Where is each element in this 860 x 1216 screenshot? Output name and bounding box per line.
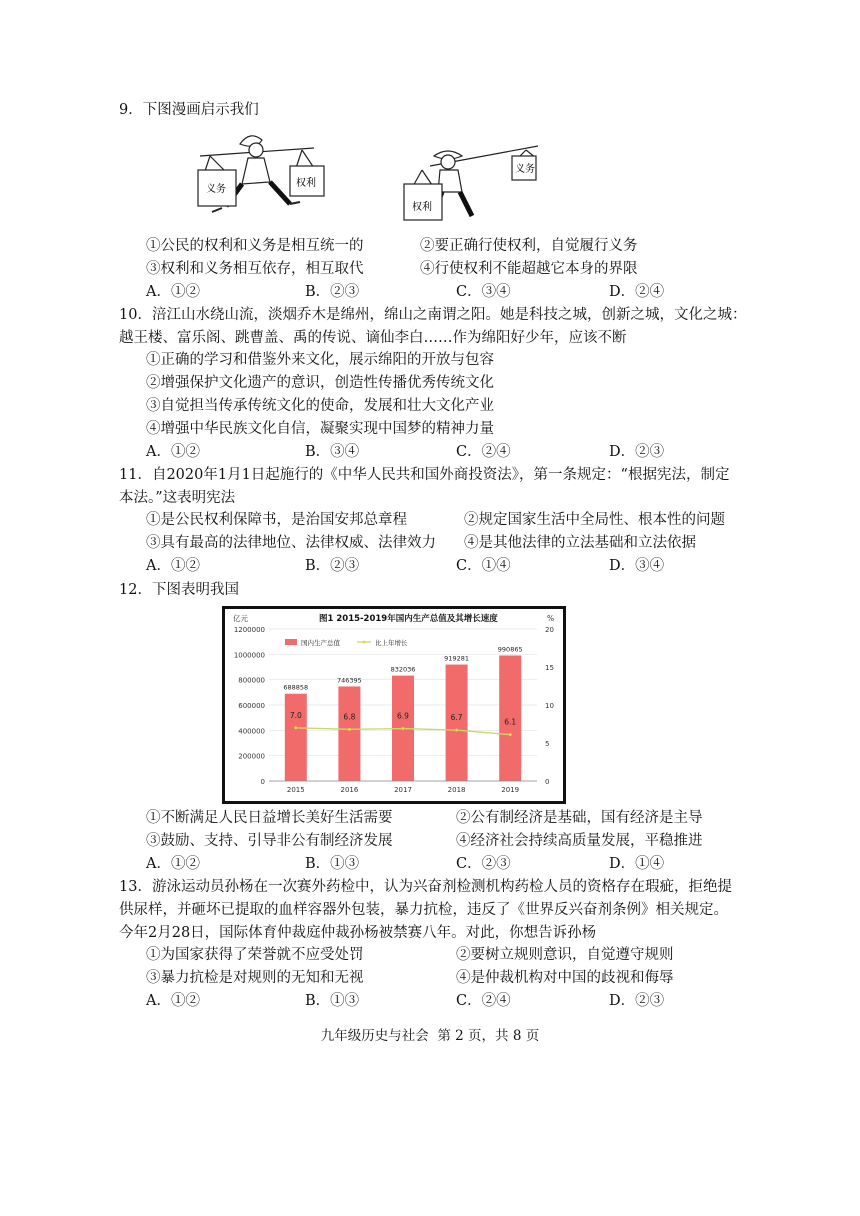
- growth-rate-point: [401, 727, 404, 730]
- q13-stem-line-3: 今年2月28日，国际体育仲裁庭仲裁孙杨被禁赛八年。对此，你想告诉孙杨: [119, 925, 597, 941]
- q13-option-a[interactable]: A．①②: [146, 993, 200, 1009]
- gdp-chart: [222, 606, 566, 804]
- legend-line-label: 比上年增长: [375, 639, 408, 647]
- growth-rate-point: [455, 728, 458, 731]
- q9-cartoon: [186, 126, 550, 230]
- y-left-tick-label: 1000000: [233, 651, 265, 660]
- y-left-tick-label: 200000: [238, 752, 265, 761]
- q12-statement-2: ②公有制经济是基础，国有经济是主导: [456, 810, 703, 826]
- growth-rate-label: 6.9: [397, 711, 409, 721]
- q11-option-d[interactable]: D．③④: [609, 558, 665, 574]
- q11-stem-line-1: 11．自2020年1月1日起施行的《中华人民共和国外商投资法》，第一条规定：“根据宪法，制定: [119, 467, 730, 483]
- left-box-duty-label: 义务: [206, 184, 226, 195]
- q12-option-b[interactable]: B．①③: [305, 856, 360, 872]
- y-right-tick-label: 20: [545, 626, 554, 634]
- q9-option-c[interactable]: C．③④: [456, 284, 511, 300]
- q9-option-b[interactable]: B．②③: [305, 284, 360, 300]
- q9-option-a[interactable]: A．①②: [146, 284, 200, 300]
- gdp-bar: [446, 665, 468, 781]
- q10-option-d[interactable]: D．②③: [609, 444, 665, 460]
- y-left-tick-label: 1200000: [233, 626, 265, 634]
- q11-statement-4: ④是其他法律的立法基础和立法依据: [464, 535, 696, 551]
- footer-text: 九年级历史与社会 第 2 页，共 8 页: [320, 1028, 540, 1044]
- y-right-tick-label: 5: [545, 740, 550, 748]
- q9-statement-3: ③权利和义务相互依存，相互取代: [146, 261, 364, 277]
- q13-option-d[interactable]: D．②③: [609, 993, 665, 1009]
- bar-value-label: 832036: [390, 665, 416, 674]
- bar-value-label: 990865: [497, 645, 523, 654]
- y-right-tick-label: 10: [545, 702, 554, 710]
- q11-statement-3: ③具有最高的法律地位、法律权威、法律效力: [146, 535, 436, 551]
- y-left-tick-label: 800000: [238, 676, 265, 685]
- q12-option-c[interactable]: C．②③: [456, 856, 511, 872]
- q13-option-b[interactable]: B．①③: [305, 993, 360, 1009]
- bar-value-label: 919281: [444, 654, 470, 663]
- gdp-chart-svg: [225, 609, 563, 801]
- legend-bar-label: 国内生产总值: [301, 639, 340, 647]
- q11-statement-1: ①是公民权利保障书，是治国安邦总章程: [146, 512, 407, 528]
- q11-option-c[interactable]: C．①④: [456, 558, 511, 574]
- q11-option-a[interactable]: A．①②: [146, 558, 200, 574]
- growth-rate-point: [509, 733, 512, 736]
- growth-rate-label: 6.1: [504, 717, 517, 727]
- gdp-bar: [338, 686, 360, 781]
- y-left-tick-label: 600000: [238, 702, 265, 710]
- y-left-tick-label: 0: [260, 778, 265, 786]
- x-tick-label: 2019: [501, 786, 520, 794]
- legend-bar-swatch: [285, 639, 297, 645]
- y-right-tick-label: 0: [545, 778, 550, 786]
- chart-title: 图1 2015-2019年国内生产总值及其增长速度: [319, 614, 498, 624]
- q10-statement-3: ③自觉担当传承传统文化的使命，发展和壮大文化产业: [146, 398, 494, 414]
- growth-rate-label: 6.8: [343, 712, 356, 722]
- q11-stem-line-2: 本法。”这表明宪法: [119, 490, 236, 506]
- q10-statement-1: ①正确的学习和借鉴外来文化，展示绵阳的开放与包容: [146, 352, 494, 368]
- y-left-tick-label: 400000: [238, 727, 265, 736]
- bar-value-label: 746395: [336, 676, 362, 685]
- bar-value-label: 688858: [283, 683, 309, 692]
- x-tick-label: 2018: [447, 786, 466, 794]
- q12-statement-1: ①不断满足人民日益增长美好生活需要: [146, 810, 393, 826]
- q9-option-d[interactable]: D．②④: [609, 284, 665, 300]
- q13-stem-line-2: 供尿样，并砸坏已提取的血样容器外包装，暴力抗检，违反了《世界反兴奋剂条例》相关规定。: [119, 902, 728, 918]
- right-box-duty-label: 义务: [515, 164, 535, 175]
- q13-statement-4: ④是仲裁机构对中国的歧视和侮辱: [456, 970, 674, 986]
- q10-statement-2: ②增强保护文化遗产的意识，创造性传播优秀传统文化: [146, 375, 494, 391]
- growth-rate-label: 7.0: [289, 710, 302, 720]
- growth-rate-label: 6.7: [450, 713, 463, 723]
- x-tick-label: 2017: [394, 786, 412, 794]
- q13-stem-line-1: 13．游泳运动员孙杨在一次赛外药检中，认为兴奋剂检测机构药检人员的资格存在瑕疵，拒绝提: [119, 879, 732, 895]
- y-right-tick-label: 15: [545, 664, 554, 672]
- page-footer: [0, 1024, 860, 1044]
- q10-option-b[interactable]: B．③④: [305, 444, 360, 460]
- right-box-rights-label: 权利: [412, 202, 432, 213]
- right-unit-label: %: [547, 614, 555, 623]
- growth-rate-point: [294, 726, 297, 729]
- q12-option-a[interactable]: A．①②: [146, 856, 200, 872]
- legend-line-marker: [363, 641, 366, 644]
- q9-statement-4: ④行使权利不能超越它本身的界限: [420, 261, 638, 277]
- q9-statement-2: ②要正确行使权利，自觉履行义务: [420, 238, 638, 254]
- q10-statement-4: ④增强中华民族文化自信，凝聚实现中国梦的精神力量: [146, 421, 494, 437]
- q12-statement-4: ④经济社会持续高质量发展，平稳推进: [456, 833, 703, 849]
- x-tick-label: 2016: [340, 786, 359, 794]
- x-tick-label: 2015: [286, 786, 305, 794]
- q12-stem: 12．下图表明我国: [119, 582, 239, 598]
- q10-stem-line-2: 越王楼、富乐阁、跳曹盖、禹的传说、谪仙李白……作为绵阳好少年，应该不断: [119, 330, 627, 346]
- q9-stem: 9．下图漫画启示我们: [119, 102, 259, 118]
- q12-option-d[interactable]: D．①④: [609, 856, 665, 872]
- q13-statement-2: ②要树立规则意识，自觉遵守规则: [456, 947, 674, 963]
- growth-rate-point: [348, 728, 351, 731]
- left-box-rights-label: 权利: [296, 178, 316, 189]
- left-cartoon-figure: [198, 136, 324, 212]
- q13-option-c[interactable]: C．②④: [456, 993, 511, 1009]
- q10-option-c[interactable]: C．②④: [456, 444, 511, 460]
- q9-statement-1: ①公民的权利和义务是相互统一的: [146, 238, 364, 254]
- q10-option-a[interactable]: A．①②: [146, 444, 200, 460]
- q13-statement-3: ③暴力抗检是对规则的无知和无视: [146, 970, 364, 986]
- gdp-bar: [285, 694, 307, 781]
- left-unit-label: 亿元: [233, 614, 248, 623]
- q10-stem-line-1: 10．涪江山水绕山流，淡烟乔木是绵州，绵山之南谓之阳。她是科技之城，创新之城，文化之城：: [119, 307, 747, 323]
- q12-statement-3: ③鼓励、支持、引导非公有制经济发展: [146, 833, 393, 849]
- q11-option-b[interactable]: B．②③: [305, 558, 360, 574]
- q13-statement-1: ①为国家获得了荣誉就不应受处罚: [146, 947, 364, 963]
- q11-statement-2: ②规定国家生活中全局性、根本性的问题: [464, 512, 725, 528]
